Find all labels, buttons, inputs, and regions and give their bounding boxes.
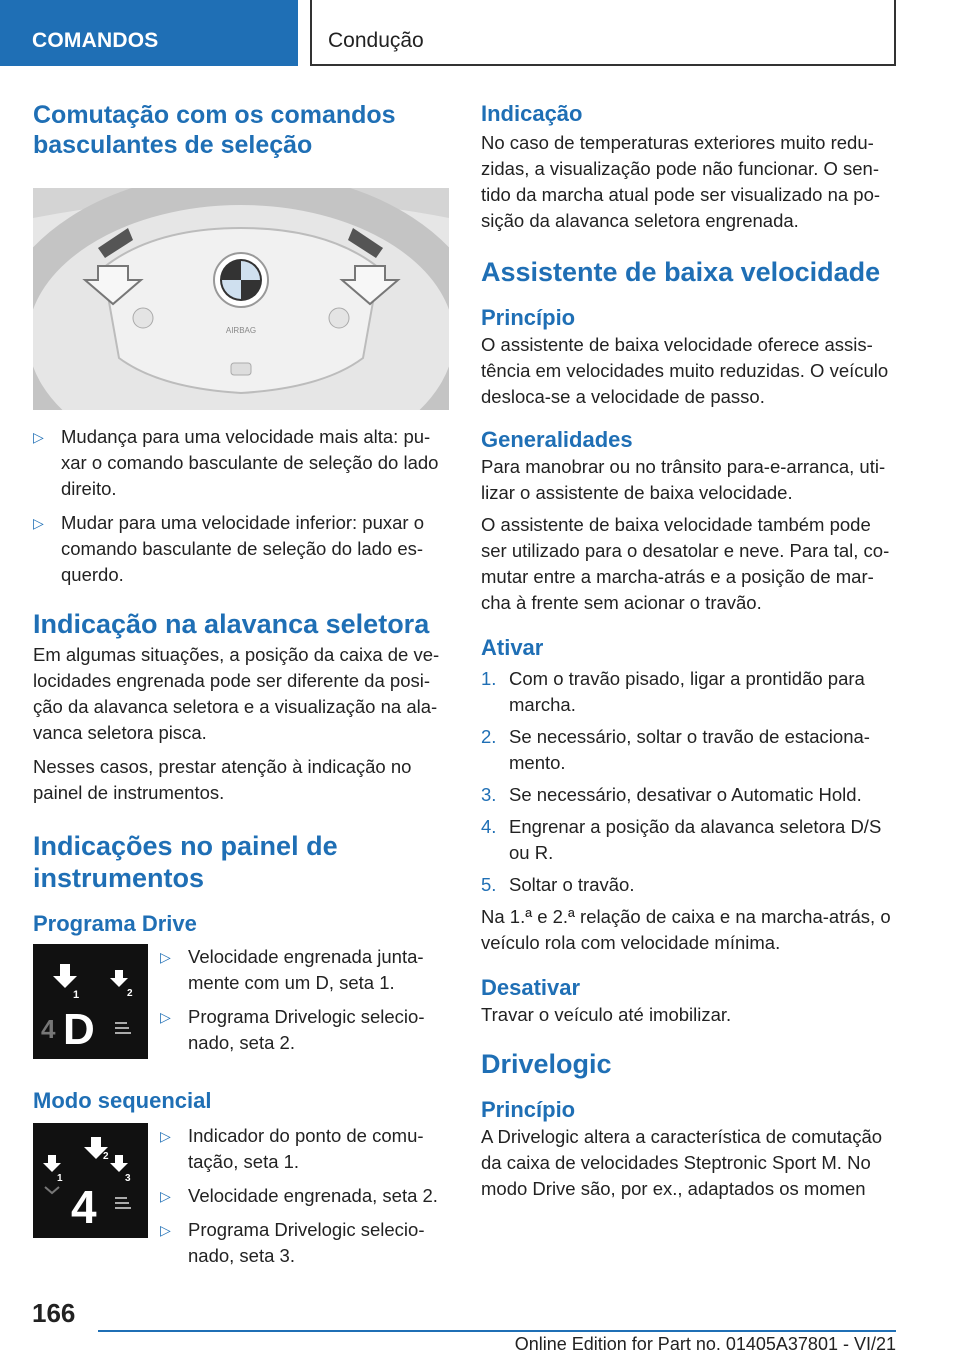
paragraph: O assistente de baixa velocidade também pode ser utilizado para o desatolar e neve. Para tal, comutar entre a marcha-atrás e a posição de marcha à frente sem acionar o travão.	[481, 514, 890, 613]
heading-programa-drive: Programa Drive	[33, 911, 197, 936]
heading-assistente: Assistente de baixa velocidade	[481, 257, 881, 287]
arrow-2-label: 2	[103, 1151, 109, 1162]
sequential-display-image	[33, 1123, 148, 1238]
heading-principio: Princípio	[481, 305, 576, 330]
footer-divider	[98, 1330, 896, 1332]
paragraph: Em algumas situações, a posição da caixa de velocidades engrenada pode ser diferente da posição da alavanca seletora e a visualização na alavanca seletora pisca.	[33, 644, 440, 743]
list-item: 4. Engrenar a posição da alavanca seletora D/S ou R.	[481, 816, 882, 863]
paragraph: Travar o veículo até imobilizar.	[481, 1004, 732, 1025]
prev-gear-label: 4	[41, 1014, 56, 1044]
heading-indicacoes-painel: Indicações no painel de instrumentos	[33, 831, 338, 893]
page-number: 166	[32, 1298, 76, 1328]
page-header	[0, 0, 960, 68]
triangle-bullet-icon: ▷	[160, 949, 171, 965]
arrow-1-label: 1	[73, 989, 80, 1001]
edition-note: Online Edition for Part no. 01405A37801 - VI/21	[514, 1334, 896, 1354]
paragraph: O assistente de baixa velocidade oferece assistência em velocidades muito reduzidas. O veículo desloca-se a velocidade de passo.	[481, 334, 889, 407]
paragraph: No caso de temperaturas exteriores muito reduzidas, a visualização pode não funcionar. O sentido da marcha atual pode ser visualizado na posição da alavanca seletora engrenada.	[481, 132, 881, 231]
arrow-2-label: 2	[127, 988, 133, 999]
triangle-bullet-icon: ▷	[160, 1222, 171, 1238]
triangle-bullet-icon: ▷	[160, 1009, 171, 1025]
svg-text:AIRBAG: AIRBAG	[225, 326, 257, 335]
drive-gear-label: D	[63, 1005, 95, 1054]
heading-desativar: Desativar	[481, 975, 581, 1000]
list-item: ▷ Velocidade engrenada, seta 2.	[160, 1183, 449, 1209]
paragraph: A Drivelogic altera a característica de comutação da caixa de velocidades Steptronic Sport M. No modo Drive são, por ex., adaptados os momen	[481, 1126, 883, 1199]
heading-ativar: Ativar	[481, 635, 544, 660]
heading-principio-2: Princípio	[481, 1097, 576, 1122]
left-column	[33, 100, 449, 1269]
list-item: ▷ Programa Drivelogic selecionado, seta 2.	[160, 1004, 449, 1056]
drive-display-image	[33, 944, 148, 1059]
arrow-3-label: 3	[125, 1173, 131, 1184]
right-column	[481, 100, 897, 1202]
triangle-bullet-icon: ▷	[160, 1188, 171, 1204]
heading-generalidades: Generalidades	[481, 427, 633, 452]
list-item: ▷ Velocidade engrenada juntamente com um D, seta 1.	[160, 944, 449, 996]
heading-indicacao-alavanca: Indicação na alavanca seletora	[33, 609, 430, 639]
list-item: 2. Se necessário, soltar o travão de estacionamento.	[481, 726, 870, 773]
steering-wheel-image	[33, 188, 449, 410]
list-item: 1. Com o travão pisado, ligar a prontidão para marcha.	[481, 668, 865, 715]
triangle-bullet-icon: ▷	[33, 515, 44, 531]
list-item: ▷ Programa Drivelogic selecionado, seta 3.	[160, 1217, 449, 1269]
steps-list	[481, 666, 897, 898]
chapter-tab: Condução	[310, 0, 896, 66]
list-item: ▷ Mudança para uma velocidade mais alta: puxar o comando basculante de seleção do lado direito.	[33, 424, 449, 502]
heading-indicacao: Indicação	[481, 101, 583, 126]
sequential-gear-label: 4	[71, 1181, 97, 1233]
section-tab: COMANDOS	[0, 0, 298, 66]
heading-modo-sequencial: Modo sequencial	[33, 1088, 212, 1113]
list-item: 3. Se necessário, desativar o Automatic Hold.	[481, 784, 862, 805]
list-item: ▷ Indicador do ponto de comutação, seta 1.	[160, 1123, 449, 1175]
list-item: ▷ Mudar para uma velocidade inferior: puxar o comando basculante de seleção do lado esquerdo.	[33, 510, 449, 588]
heading-drivelogic: Drivelogic	[481, 1049, 612, 1079]
paragraph: Nesses casos, prestar atenção à indicação no painel de instrumentos.	[33, 756, 412, 803]
triangle-bullet-icon: ▷	[160, 1128, 171, 1144]
arrow-1-label: 1	[57, 1173, 63, 1184]
triangle-bullet-icon: ▷	[33, 429, 44, 445]
paragraph: Para manobrar ou no trânsito para-e-arranca, utilizar o assistente de baixa velocidade.	[481, 456, 886, 503]
heading-comutacao: Comutação com os comandos basculantes de seleção	[33, 101, 396, 159]
list-item: 5. Soltar o travão.	[481, 874, 635, 895]
paragraph: Na 1.ª e 2.ª relação de caixa e na marcha-atrás, o veículo rola com velocidade mínima.	[481, 906, 891, 953]
